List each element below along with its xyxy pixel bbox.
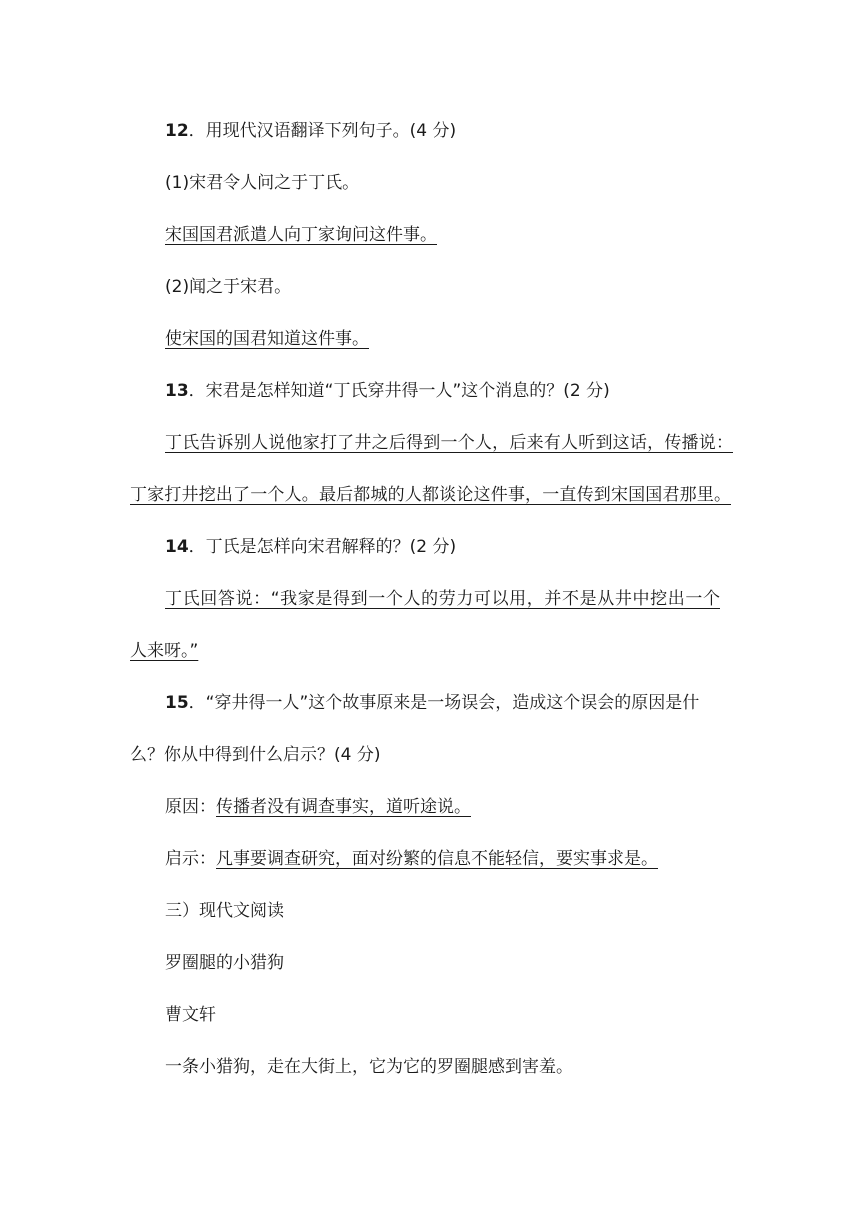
question-number: 15 xyxy=(165,693,189,713)
answer-text: 宋国国君派遣人向丁家询问这件事。 xyxy=(165,225,437,245)
q12-sub1-prompt: (1)宋君令人问之于丁氏。 xyxy=(165,173,360,193)
question-text: ．丁氏是怎样向宋君解释的？(2 分) xyxy=(188,537,457,557)
q14-question xyxy=(0,532,860,562)
question-number: 14 xyxy=(165,537,189,557)
answer-text: 丁氏告诉别人说他家打了井之后得到一个人，后来有人听到这话，传播说： xyxy=(165,433,733,453)
insight-label: 启示： xyxy=(165,849,216,869)
q12-sub2-prompt: (2)闻之于宋君。 xyxy=(165,277,292,297)
question-text: ．“穿井得一人”这个故事原来是一场误会，造成这个误会的原因是什 xyxy=(188,693,700,713)
question-text: ．宋君是怎样知道“丁氏穿井得一人”这个消息的？(2 分) xyxy=(188,381,610,401)
q12-sub1-answer xyxy=(0,220,860,250)
q12-sub2-answer xyxy=(0,324,860,354)
answer-text: 使宋国的国君知道这件事。 xyxy=(165,329,369,349)
answer-text: 传播者没有调查事实，道听途说。 xyxy=(216,797,471,817)
answer-text: 丁氏回答说：“我家是得到一个人的劳力可以用，并不是从井中挖出一个 xyxy=(165,589,720,609)
q15-question-line1 xyxy=(0,688,860,718)
q13-question xyxy=(0,376,860,406)
q14-answer-line1 xyxy=(0,584,860,614)
question-text: ．用现代汉语翻译下列句子。(4 分) xyxy=(188,121,457,141)
question-number: 12 xyxy=(165,121,189,141)
q13-answer-line2 xyxy=(0,480,860,510)
q15-reason xyxy=(0,792,860,822)
answer-text: 凡事要调查研究，面对纷繁的信息不能轻信，要实事求是。 xyxy=(216,849,658,869)
q15-question-line2: 么？你从中得到什么启示？(4 分) xyxy=(130,745,381,765)
q12-question xyxy=(0,116,860,146)
answer-text: 丁家打井挖出了一个人。最后都城的人都谈论这件事，一直传到宋国国君那里。 xyxy=(130,485,731,505)
article-author: 曹文轩 xyxy=(165,1005,216,1025)
question-number: 13 xyxy=(165,381,189,401)
article-paragraph: 一条小猎狗，走在大街上，它为它的罗圈腿感到害羞。 xyxy=(165,1057,573,1077)
reason-label: 原因： xyxy=(165,797,216,817)
answer-text: 人来呀。” xyxy=(130,641,199,661)
q14-answer-line2 xyxy=(0,636,860,666)
article-title: 罗圈腿的小猎狗 xyxy=(165,953,284,973)
q13-answer-line1 xyxy=(0,428,860,458)
q15-insight xyxy=(0,844,860,874)
section-heading: 三）现代文阅读 xyxy=(165,901,284,921)
